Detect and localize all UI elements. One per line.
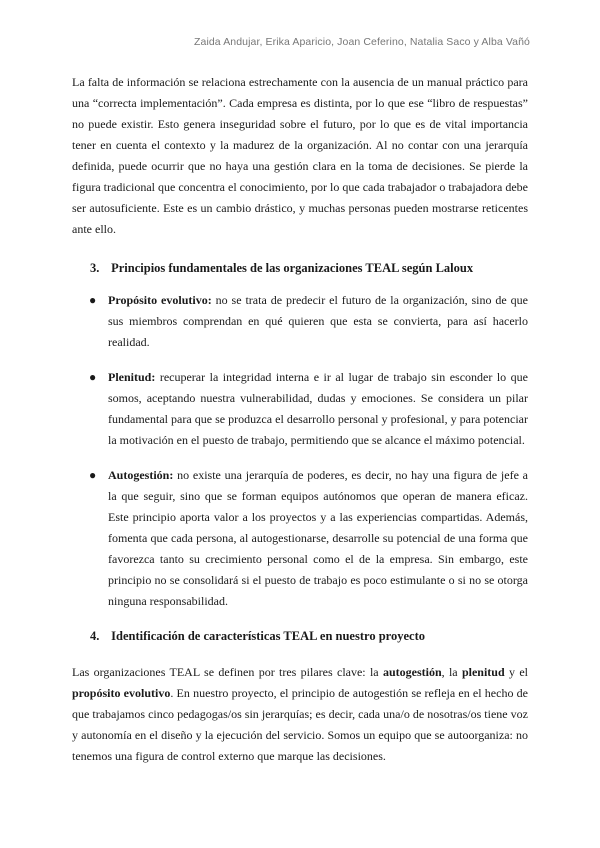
section-4-paragraph — [72, 662, 528, 767]
intro-paragraph: La falta de información se relaciona estrechamente con la ausencia de un manual práctico para una “correcta implementación”. Cada empresa es distinta, por lo que ese “libro de respuestas” no puede existir. Esto genera inseguridad sobre el futuro, por lo que es de vital importancia tener en cuenta el contexto y la madurez de la organización. Al no contar con una jerarquía definida, puede ocurrir que no haya una gestión clara en la toma de decisiones. Se pierde la figura tradicional que concentra el conocimiento, por lo que cada trabajador o trabajadora debe ser autosuficiente. Este es un cambio drástico, y muchas personas pueden mostrarse reticentes ante ello. — [72, 75, 528, 236]
bullet-icon: ● — [89, 293, 97, 307]
list-item-term: Autogestión: — [108, 468, 174, 482]
list-item-text — [108, 290, 528, 353]
text-run: , la — [441, 665, 462, 679]
text-run: Las organizaciones TEAL se definen por tres pilares clave: la — [72, 665, 383, 679]
list-item — [72, 290, 528, 353]
principles-list — [72, 290, 528, 612]
bullet-icon: ● — [89, 370, 97, 384]
bold-term-plenitud: plenitud — [461, 665, 505, 679]
list-item-description: no existe una jerarquía de poderes, es decir, no hay una figura de jefe a la que seguir, sino que se forman equipos autónomos que operan de manera eficaz. Este principio aporta valor a los proyectos y a las experiencias compartidas. Además, fomenta que cada persona, al autogestionarse, desarrolle su potencial de una forma que favorezca tanto su crecimiento personal como el de la empresa. Sin embargo, este principio no se consolidará si el puesto de trabajo es poco estimulante o si no se otorga ninguna responsabilidad. — [108, 468, 528, 608]
list-item-description: recuperar la integridad interna e ir al lugar de trabajo sin esconder lo que somos, aceptando nuestra vulnerabilidad, dudas y emociones. Se considera un pilar fundamental para que se produzca el desarrollo personal y profesional, y para potenciar la motivación en el puesto de trabajo, permitiendo que se alcance el máximo potencial. — [108, 370, 528, 447]
section-4-number: 4. — [90, 629, 100, 643]
list-item-text — [108, 367, 528, 451]
section-4-heading — [72, 626, 528, 646]
list-item-text — [108, 465, 528, 612]
bold-term-proposito: propósito evolutivo — [72, 686, 171, 700]
page-header-authors: Zaida Andujar, Erika Aparicio, Joan Ceferino, Natalia Saco y Alba Vañó — [193, 36, 530, 48]
section-3-title: Principios fundamentales de las organizaciones TEAL según Laloux — [111, 261, 474, 275]
document-body — [72, 72, 528, 767]
section-3-heading — [72, 258, 528, 278]
bold-term-autogestion: autogestión — [382, 665, 442, 679]
list-item-term: Plenitud: — [108, 370, 156, 384]
list-item — [72, 465, 528, 612]
text-run: . En nuestro proyecto, el principio de autogestión se refleja en el hecho de que trabajamos cinco pedagogas/os sin jerarquías; es decir, cada una/o de nosotras/os tiene voz y autonomía en el diseño y la ejecución del servicio. Somos un equipo que se autoorganiza: no tenemos una figura de control externo que marque las decisiones. — [72, 686, 529, 763]
section-4-title: Identificación de características TEAL en nuestro proyecto — [111, 629, 425, 643]
text-run: y el — [504, 665, 528, 679]
bullet-icon: ● — [89, 468, 97, 482]
list-item-description: no se trata de predecir el futuro de la organización, sino de que sus miembros comprendan en qué quieren que esta se convierta, para así hacerlo realidad. — [108, 293, 528, 349]
list-item — [72, 367, 528, 451]
section-3-number: 3. — [90, 261, 100, 275]
list-item-term: Propósito evolutivo: — [108, 293, 212, 307]
